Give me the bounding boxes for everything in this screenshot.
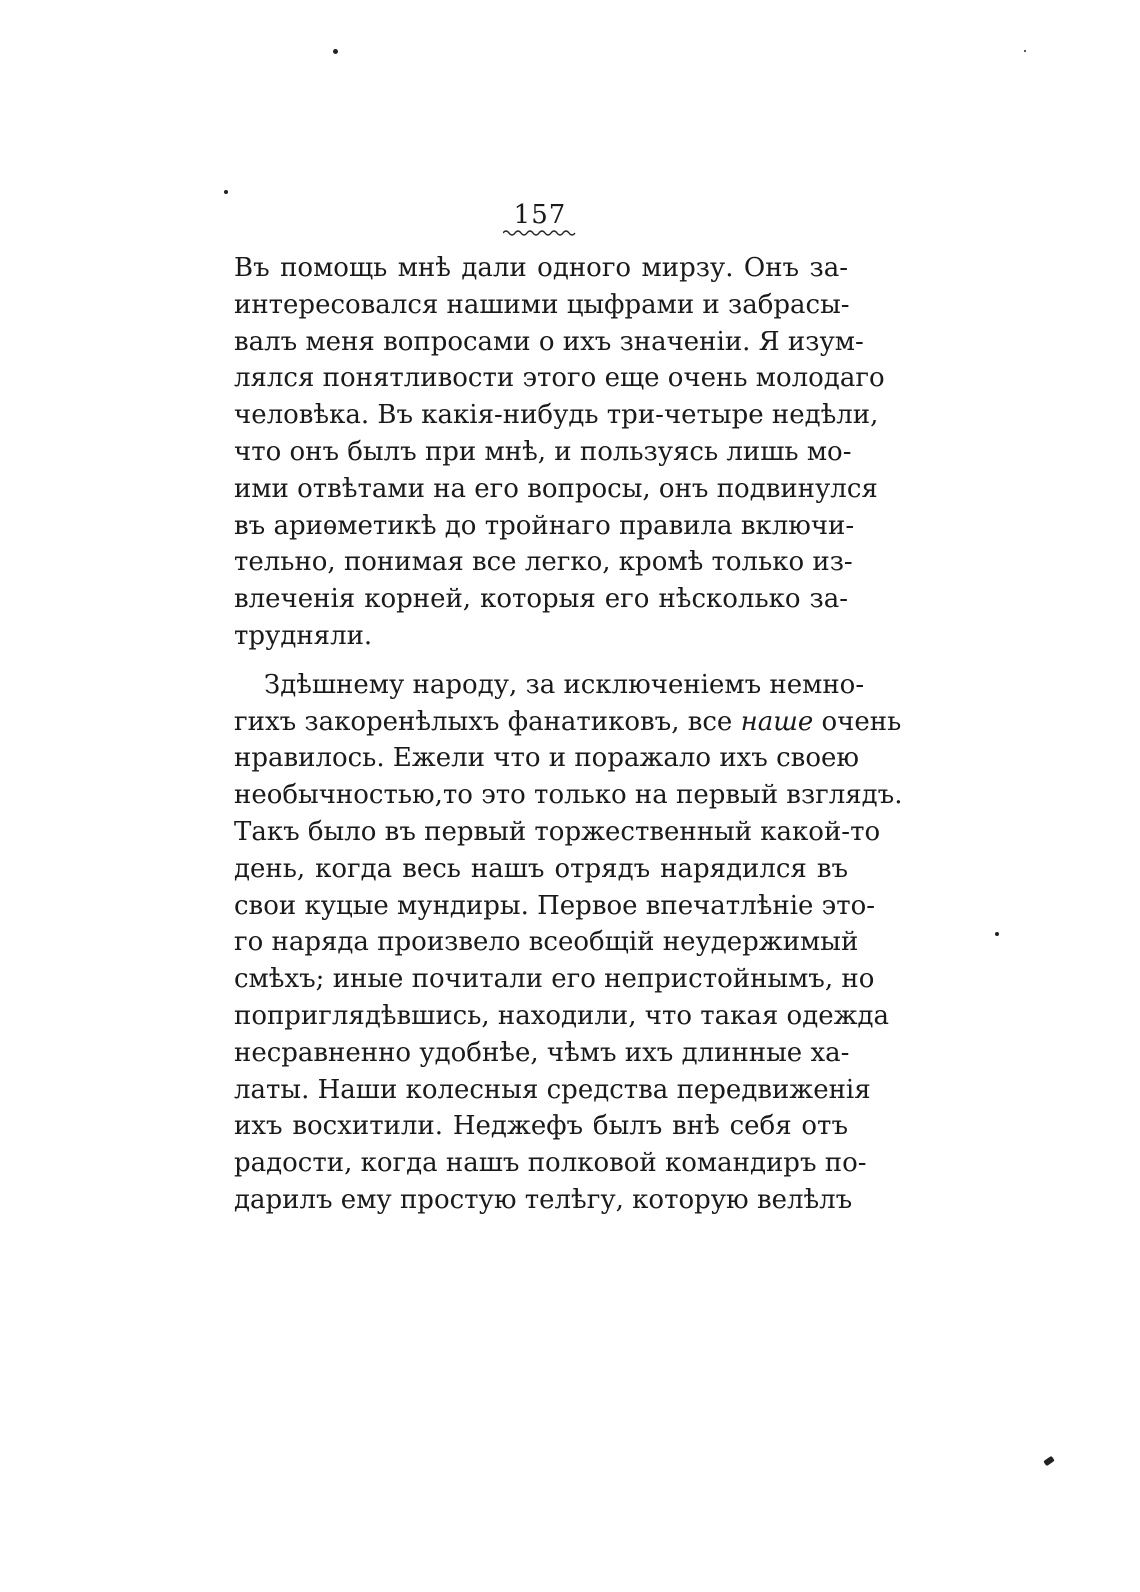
- text-line: ихъ восхитили. Неджефъ былъ внѣ себя отъ: [234, 1111, 848, 1142]
- ink-speck: [1043, 1456, 1055, 1467]
- ink-speck: [333, 49, 338, 54]
- text-line: валъ меня вопросами о ихъ значеніи. Я изум-: [234, 326, 864, 357]
- text-line: человѣка. Въ какія-нибудь три-четыре недѣли,: [234, 400, 879, 431]
- text-line: смѣхъ; иные почитали его непристойнымъ, но: [234, 964, 875, 995]
- text-line: латы. Наши колесныя средства передвиженія: [234, 1074, 871, 1105]
- body-text: [234, 250, 903, 1219]
- text-line: дарилъ ему простую телѣгу, которую велѣлъ: [234, 1184, 853, 1215]
- text-line: Такъ было въ первый торжественный какой-то: [234, 816, 881, 847]
- text-line: тельно, понимая все легко, кромѣ только из-: [234, 547, 853, 578]
- ink-speck: [1024, 50, 1026, 52]
- text-line: поприглядѣвшись, находили, что такая одежда: [234, 1000, 890, 1031]
- text-segment: очень: [821, 706, 902, 737]
- text-line: необычностью,то это только на первый взглядъ.: [234, 780, 903, 811]
- text-line: день, когда весь нашъ отрядъ нарядился въ: [234, 853, 848, 884]
- text-line: несравненно удобнѣе, чѣмъ ихъ длинные ха-: [234, 1037, 850, 1068]
- text-line: въ ариѳметикѣ до тройнаго правила включи-: [234, 510, 855, 541]
- text-line: го наряда произвело всеобщій неудержимый: [234, 927, 859, 958]
- text-line: трудняли.: [234, 620, 373, 651]
- text-line: Здѣшнему народу, за исключеніемъ немно-: [264, 669, 865, 700]
- italic-word: наше: [740, 706, 814, 737]
- text-line: радости, когда нашъ полковой командиръ по-: [234, 1148, 867, 1179]
- page-number-ornament: [503, 228, 577, 238]
- text-line: ими отвѣтами на его вопросы, онъ подвинулся: [234, 473, 878, 504]
- page-number: 157: [513, 200, 567, 230]
- text-line-with-italic: [234, 704, 902, 741]
- text-line: влеченія корней, которыя его нѣсколько за-: [234, 584, 848, 615]
- text-line: Въ помощь мнѣ дали одного мирзу. Онъ за-: [234, 253, 848, 283]
- text-line: лялся понятливости этого еще очень молодаго: [234, 363, 885, 394]
- ink-speck: [224, 190, 228, 194]
- ink-speck: [995, 932, 999, 936]
- text-line: что онъ былъ при мнѣ, и пользуясь лишь мо-: [234, 436, 852, 467]
- text-segment: гихъ закоренѣлыхъ фанатиковъ, все: [234, 706, 733, 737]
- paragraph-gap: [234, 655, 848, 667]
- text-line: интересовался нашими цыфрами и забрасы-: [234, 289, 850, 320]
- text-line: нравилось. Ежели что и поражало ихъ своею: [234, 743, 859, 774]
- text-line: свои куцые мундиры. Первое впечатлѣніе это-: [234, 890, 876, 921]
